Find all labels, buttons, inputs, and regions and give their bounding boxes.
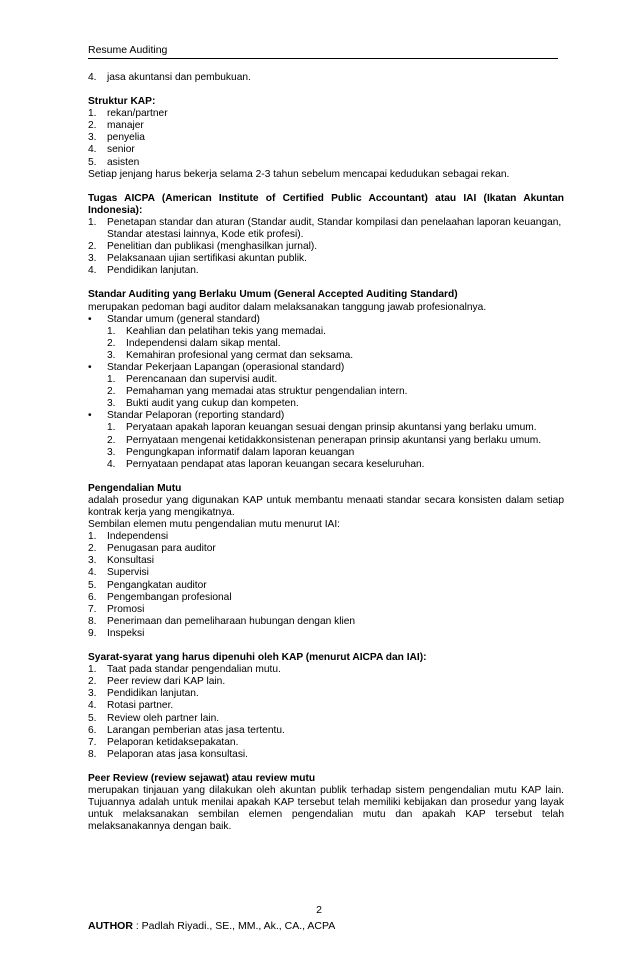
- list-text: Larangan pemberian atas jasa tertentu.: [107, 724, 285, 736]
- list-text: Promosi: [107, 603, 145, 615]
- list-item: [88, 531, 564, 543]
- list-item: [88, 737, 564, 749]
- list-number: 9.: [88, 627, 97, 639]
- list-item: [88, 217, 564, 241]
- bullet-title: Standar Pelaporan (reporting standard): [107, 410, 285, 422]
- sub-list-item: [88, 326, 564, 338]
- bullet-icon: •: [88, 410, 92, 422]
- list-text: Pelaksanaan ujian sertifikasi akuntan publik.: [107, 253, 307, 265]
- list-text: Penelitian dan publikasi (menghasilkan jurnal).: [107, 241, 318, 253]
- list-text: Peer review dari KAP lain.: [107, 676, 226, 688]
- list-number: 2.: [88, 241, 97, 253]
- list-number: 4.: [107, 458, 116, 470]
- tugas-list: [88, 217, 564, 277]
- section-heading-standar: Standar Auditing yang Berlaku Umum (General Accepted Auditing Standard): [88, 289, 458, 301]
- list-text: Pelaporan atas jasa konsultasi.: [107, 748, 249, 760]
- struktur-note: Setiap jenjang harus bekerja selama 2-3 tahun sebelum mencapai kedudukan sebagai rekan.: [88, 168, 510, 180]
- list-number: 2.: [107, 386, 116, 398]
- list-number: 4.: [88, 144, 97, 156]
- list-number: 1.: [88, 108, 97, 120]
- list-text: Pengangkatan auditor: [107, 579, 207, 591]
- bullet-title: Standar umum (general standard): [107, 313, 260, 325]
- list-text: Supervisi: [107, 567, 149, 579]
- list-item: [88, 604, 564, 616]
- list-text: Konsultasi: [107, 555, 155, 567]
- list-text: rekan/partner: [107, 108, 168, 120]
- sub-list-item: [88, 374, 564, 386]
- footer: [88, 920, 335, 932]
- list-item: [88, 616, 564, 628]
- standar-intro: merupakan pedoman bagi auditor dalam melaksanakan tanggung jawab profesionalnya.: [88, 301, 487, 313]
- list-number: 7.: [88, 603, 97, 615]
- list-text: senior: [107, 144, 135, 156]
- list-text: Bukti audit yang cukup dan kompeten.: [126, 398, 299, 410]
- list-item: [88, 253, 564, 265]
- list-number: 8.: [88, 748, 97, 760]
- list-number: 7.: [88, 736, 97, 748]
- list-number: 1.: [107, 374, 116, 386]
- list-text: Review oleh partner lain.: [107, 712, 220, 724]
- bullet-item: [88, 362, 564, 374]
- sub-list-item: [88, 398, 564, 410]
- list-text: Pendidikan lanjutan.: [107, 265, 199, 277]
- list-text: penyelia: [107, 132, 145, 144]
- section-heading-tugas: Tugas AICPA (American Institute of Certified Public Accountant) atau IAI (Ikatan Akuntan Indonesia):: [88, 192, 564, 216]
- list-text: Pengembangan profesional: [107, 591, 232, 603]
- section-heading-syarat: Syarat-syarat yang harus dipenuhi oleh KAP (menurut AICPA dan IAI):: [88, 652, 427, 664]
- list-number: 2.: [88, 543, 97, 555]
- sub-list-item: [88, 422, 564, 434]
- bullet-item: [88, 410, 564, 422]
- list-item: [88, 580, 564, 592]
- struktur-list: [88, 108, 564, 168]
- list-text: Pendidikan lanjutan.: [107, 688, 199, 700]
- list-text: Pelaporan ketidaksepakatan.: [107, 736, 239, 748]
- list-number: 6.: [88, 724, 97, 736]
- list-item: [88, 749, 564, 761]
- list-text: Peryataan apakah laporan keuangan sesuai dengan prinsip akuntansi yang berlaku umum.: [126, 422, 537, 434]
- page-number: 2: [316, 904, 322, 916]
- list-number: 3.: [88, 555, 97, 567]
- list-text: Perencanaan dan supervisi audit.: [126, 374, 278, 386]
- list-text: Taat pada standar pengendalian mutu.: [107, 664, 281, 676]
- list-item: [88, 725, 564, 737]
- list-text: asisten: [107, 156, 140, 168]
- list-number: 6.: [88, 591, 97, 603]
- list-number: 1.: [88, 531, 97, 543]
- list-item: [88, 555, 564, 567]
- list-text: Inspeksi: [107, 627, 145, 639]
- bullet-item: [88, 314, 564, 326]
- list-number: 5.: [88, 579, 97, 591]
- list-number: 2.: [88, 120, 97, 132]
- list-text: Independensi: [107, 531, 169, 543]
- list-number: 3.: [107, 349, 116, 361]
- list-number: 3.: [107, 398, 116, 410]
- list-text: Independensi dalam sikap mental.: [126, 337, 281, 349]
- list-text: manajer: [107, 120, 144, 132]
- pengendalian-intro2: Sembilan elemen mutu pengendalian mutu menurut IAI:: [88, 519, 341, 531]
- list-number: 4.: [88, 700, 97, 712]
- list-item: [88, 676, 564, 688]
- pengendalian-intro: adalah prosedur yang digunakan KAP untuk membantu menaati standar secara konsisten dalam setiap kontrak kerja yang mengikatnya.: [88, 494, 564, 518]
- pengendalian-list: [88, 531, 564, 640]
- list-item: [88, 265, 564, 277]
- list-number: 5.: [88, 712, 97, 724]
- list-item: [88, 700, 564, 712]
- list-item: [88, 108, 564, 120]
- list-text: Keahlian dan pelatihan tekis yang memadai.: [126, 325, 326, 337]
- section-heading-struktur: Struktur KAP:: [88, 96, 156, 108]
- list-item: 4. jasa akuntansi dan pembukuan.: [88, 72, 251, 83]
- header-title: Resume Auditing: [88, 44, 168, 56]
- list-item: [88, 543, 564, 555]
- footer-label: AUTHOR: [88, 920, 133, 932]
- sub-list-item: [88, 350, 564, 362]
- list-number: 1.: [107, 422, 116, 434]
- list-number: 3.: [88, 688, 97, 700]
- list-item: [88, 664, 564, 676]
- page-header: [88, 44, 558, 59]
- list-text: Penugasan para auditor: [107, 543, 216, 555]
- sub-list-item: [88, 447, 564, 459]
- sub-list-item: [88, 435, 564, 447]
- list-number: 1.: [107, 325, 116, 337]
- list-item: [88, 688, 564, 700]
- footer-author: : Padlah Riyadi., SE., MM., Ak., CA., ACPA: [132, 920, 336, 932]
- sub-list-item: [88, 386, 564, 398]
- list-number: 2.: [107, 337, 116, 349]
- list-number: 4.: [88, 567, 97, 579]
- sub-list-item: [88, 459, 564, 471]
- list-text: Pernyataan pendapat atas laporan keuangan secara keseluruhan.: [126, 458, 425, 470]
- section-heading-pengendalian: Pengendalian Mutu: [88, 482, 182, 494]
- syarat-list: [88, 664, 564, 761]
- list-number: 5.: [88, 156, 97, 168]
- list-text: Rotasi partner.: [107, 700, 174, 712]
- list-text: Penerimaan dan pemeliharaan hubungan dengan klien: [107, 615, 356, 627]
- bullet-title: Standar Pekerjaan Lapangan (operasional standard): [107, 361, 345, 373]
- list-number: 3.: [88, 132, 97, 144]
- list-text: Pengungkapan informatif dalam laporan keuangan: [126, 446, 355, 458]
- list-item: [88, 120, 564, 132]
- list-text: Pernyataan mengenai ketidakkonsistenan penerapan prinsip akuntansi yang berlaku umum.: [126, 434, 542, 446]
- list-number: 8.: [88, 615, 97, 627]
- list-number: 1.: [88, 664, 97, 676]
- bullet-icon: •: [88, 361, 92, 373]
- list-item: [88, 144, 564, 156]
- list-number: 3.: [88, 253, 97, 265]
- sub-list-item: [88, 338, 564, 350]
- standar-groups: [88, 314, 564, 471]
- list-item: [88, 628, 564, 640]
- list-number: 2.: [107, 434, 116, 446]
- list-text: Pemahaman yang memadai atas struktur pengendalian intern.: [126, 386, 408, 398]
- list-number: 3.: [107, 446, 116, 458]
- list-item: [88, 241, 564, 253]
- section-heading-peer: Peer Review (review sejawat) atau review mutu: [88, 772, 316, 784]
- list-number: 2.: [88, 676, 97, 688]
- list-item: [88, 132, 564, 144]
- document-body: [88, 72, 564, 833]
- list-item: [88, 592, 564, 604]
- peer-text: merupakan tinjauan yang dilakukan oleh akuntan publik terhadap sistem pengendalian mutu KAP lain. Tujuannya adalah untuk menilai apakah KAP tersebut telah memiliki kebijakan dan prosedur yang layak untuk melaksanakan sembilan elemen pengendalian mutu dan apakah KAP tersebut telah melaksanakannya dengan baik.: [88, 784, 564, 833]
- list-item: [88, 713, 564, 725]
- list-item: [88, 157, 564, 169]
- list-number: 4.: [88, 265, 97, 277]
- bullet-icon: •: [88, 313, 92, 325]
- list-number: 1.: [88, 216, 97, 228]
- list-item: [88, 567, 564, 579]
- list-text: Kemahiran profesional yang cermat dan seksama.: [126, 349, 354, 361]
- list-text: Penetapan standar dan aturan (Standar audit, Standar kompilasi dan penelaahan laporan keuangan, Standar atestasi lainnya, Kode etik profesi).: [107, 216, 562, 241]
